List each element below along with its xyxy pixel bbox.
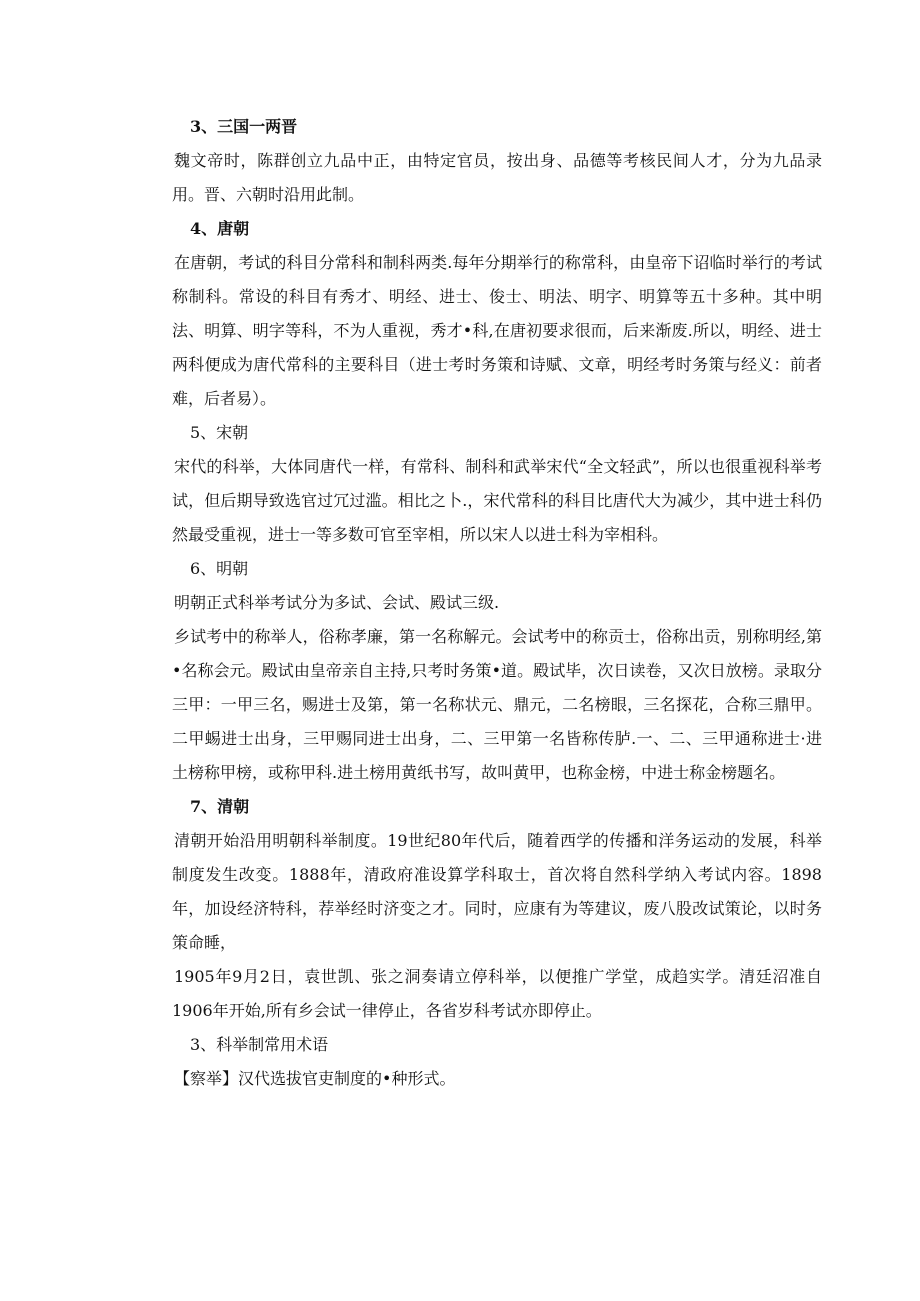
heading-qing: 7、清朝	[190, 797, 250, 816]
document-body	[172, 110, 822, 1096]
heading-three-kingdoms: 3、三国一两晋	[190, 117, 298, 136]
paragraph-qing-abolition: 1905年9月2日，袁世凯、张之洞奏请立停科举，以便推广学堂，成趋实学。清廷沼准自1906年开始,所有乡会试一律停止，各省岁科考试亦即停止。	[172, 967, 822, 1020]
paragraph-ming-intro: 明朝正式科举考试分为多试、会试、殿试三级.	[174, 593, 500, 612]
paragraph-song: 宋代的科举，大体同唐代一样，有常科、制科和武举宋代“全文轻武”，所以也很重视科举考试，但后期导致选官过冗过滥。相比之卜.，宋代常科的科目比唐代大为减少，其中进士科仍然最受重视，进士一等多数可官至宰相，所以宋人以进士科为宰相科。	[172, 457, 822, 544]
paragraph-tang: 在唐朝，考试的科目分常科和制科两类.每年分期举行的称常科，由皇帝下诏临时举行的考试称制科。常设的科目有秀才、明经、进士、俊士、明法、明字、明算等五十多种。其中明法、明算、明字等科，不为人重视，秀才•科,在唐初要求很而，后来渐废.所以，明经、进士两科便成为唐代常科的主要科目（进士考时务策和诗赋、文章，明经考时务策与经义：前者难，后者易）。	[172, 253, 822, 408]
heading-tang: 4、唐朝	[190, 219, 250, 238]
paragraph-term-chaju: 【察举】汉代选拔官吏制度的•种形式。	[174, 1069, 456, 1088]
paragraph-three-kingdoms: 魏文帝时，陈群创立九品中正，由特定官员，按出身、品德等考核民间人才，分为九品录用。晋、六朝时沿用此制。	[172, 151, 822, 204]
heading-ming: 6、明朝	[190, 559, 249, 578]
heading-song: 5、宋朝	[190, 423, 249, 442]
heading-terms: 3、科举制常用术语	[190, 1035, 329, 1054]
paragraph-qing-reform: 清朝开始沿用明朝科举制度。19世纪80年代后，随着西学的传播和洋务运动的发展，科举制度发生改变。1888年，清政府准设算学科取士，首次将自然科学纳入考试内容。1898年，加设经济特科，荐举经时济变之才。同时，应康有为等建议，废八股改试策论，以时务策命睡，	[172, 831, 822, 952]
paragraph-ming-detail: 乡试考中的称举人，俗称孝廉，第一名称解元。会试考中的称贡士，俗称出贡，别称明经,第•名称会元。殿试由皇帝亲自主持,只考时务策•道。殿试毕，次日读卷，又次日放榜。录取分三甲：一甲三名，赐进士及第，第一名称状元、鼎元，二名榜眼，三名探花，合称三鼎甲。二甲蜴进士出身，三甲赐同进士出身，二、三甲第一名皆称传胪.一、二、三甲通称进士·进土榜称甲榜，或称甲科.进土榜用黄纸书写，故叫黄甲，也称金榜，中进士称金榜题名。	[172, 627, 822, 782]
